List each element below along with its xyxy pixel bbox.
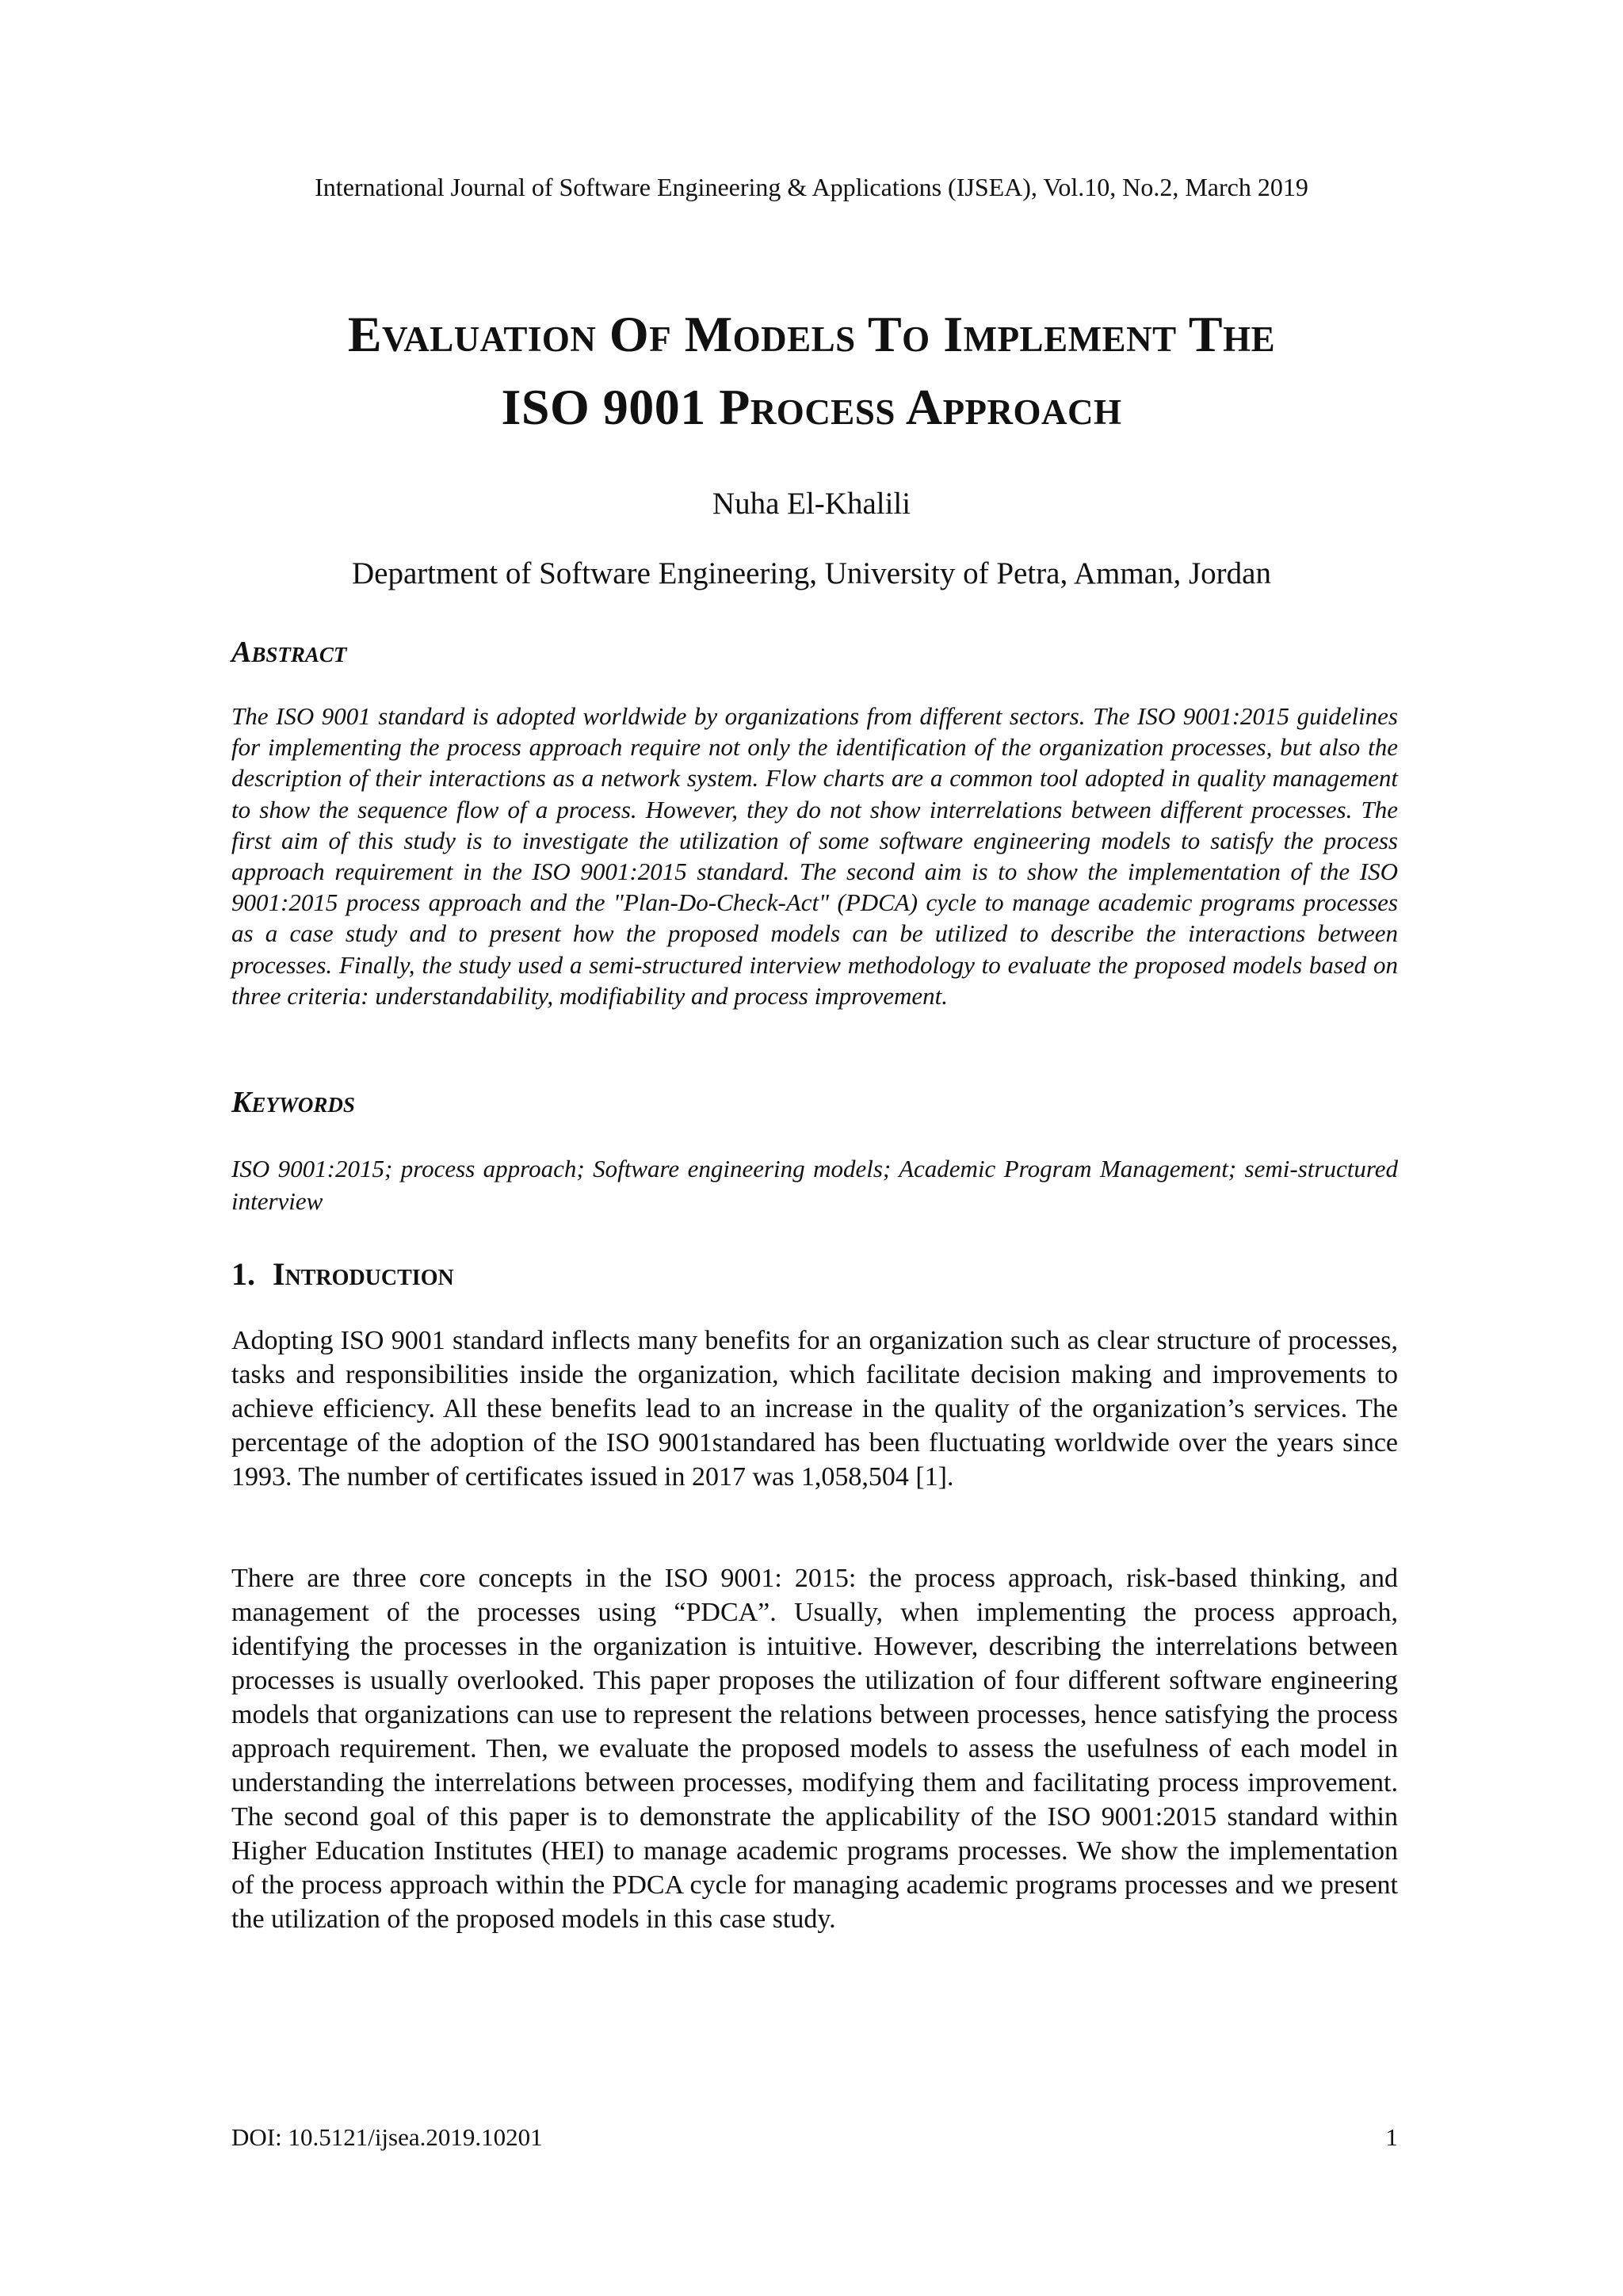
- paper-title-line-1: Evaluation Of Models To Implement The: [347, 306, 1276, 362]
- footer-page-number: 1: [1385, 2123, 1398, 2151]
- paper-title: [198, 298, 1425, 444]
- journal-running-header: International Journal of Software Engineering & Applications (IJSEA), Vol.10, No.2, March 2019: [315, 173, 1308, 201]
- paper-title-line-2: ISO 9001 Process Approach: [501, 379, 1122, 435]
- footer-doi: DOI: 10.5121/ijsea.2019.10201: [231, 2123, 543, 2151]
- introduction-paragraph-2: There are three core concepts in the ISO 9001: 2015: the process approach, risk-based thinking, and management of the processes using “PDCA”. Usually, when implementing the process approach, identifying the processes in the organization is intuitive. However, describing the interrelations between processes is usually overlooked. This paper proposes the utilization of four different software engineering models that organizations can use to represent the relations between processes, hence satisfying the process approach requirement. Then, we evaluate the proposed models to assess the usefulness of each model in understanding the interrelations between processes, modifying them and facilitating process improvement. The second goal of this paper is to demonstrate the applicability of the ISO 9001:2015 standard within Higher Education Institutes (HEI) to manage academic programs processes. We show the implementation of the process approach within the PDCA cycle for managing academic programs processes and we present the utilization of the proposed models in this case study.: [231, 1564, 1398, 1934]
- introduction-paragraph-1: Adopting ISO 9001 standard inflects many benefits for an organization such as clear structure of processes, tasks and responsibilities inside the organization, which facilitate decision making and improvements to achieve efficiency. All these benefits lead to an increase in the quality of the organization’s services. The percentage of the adoption of the ISO 9001standared has been fluctuating worldwide over the years since 1993. The number of certificates issued in 2017 was 1,058,504 [1].: [231, 1326, 1398, 1492]
- section-number: 1.: [231, 1256, 255, 1292]
- keywords-heading: Keywords: [231, 1086, 355, 1119]
- abstract-text: The ISO 9001 standard is adopted worldwide by organizations from different sectors. The ISO 9001:2015 guidelines for implementing the process approach require not only the identification of the organization processes, but also the description of their interactions as a network system. Flow charts are a common tool adopted in quality management to show the sequence flow of a process. However, they do not show interrelations between different processes. The first aim of this study is to investigate the utilization of some software engineering models to satisfy the process approach requirement in the ISO 9001:2015 standard. The second aim is to show the implementation of the ISO 9001:2015 process approach and the "Plan-Do-Check-Act" (PDCA) cycle to manage academic programs processes as a case study and to present how the proposed models can be utilized to describe the interactions between processes. Finally, the study used a semi-structured interview methodology to evaluate the proposed models based on three criteria: understandability, modifiability and process improvement.: [231, 702, 1398, 1010]
- abstract-heading: Abstract: [231, 636, 347, 669]
- author-name: Nuha El-Khalili: [712, 487, 911, 521]
- introduction-heading: [231, 1255, 454, 1293]
- section-title: Introduction: [273, 1256, 454, 1292]
- author-affiliation: Department of Software Engineering, University of Petra, Amman, Jordan: [352, 556, 1271, 590]
- keywords-text: ISO 9001:2015; process approach; Software engineering models; Academic Program Management; semi-structured interview: [231, 1155, 1398, 1215]
